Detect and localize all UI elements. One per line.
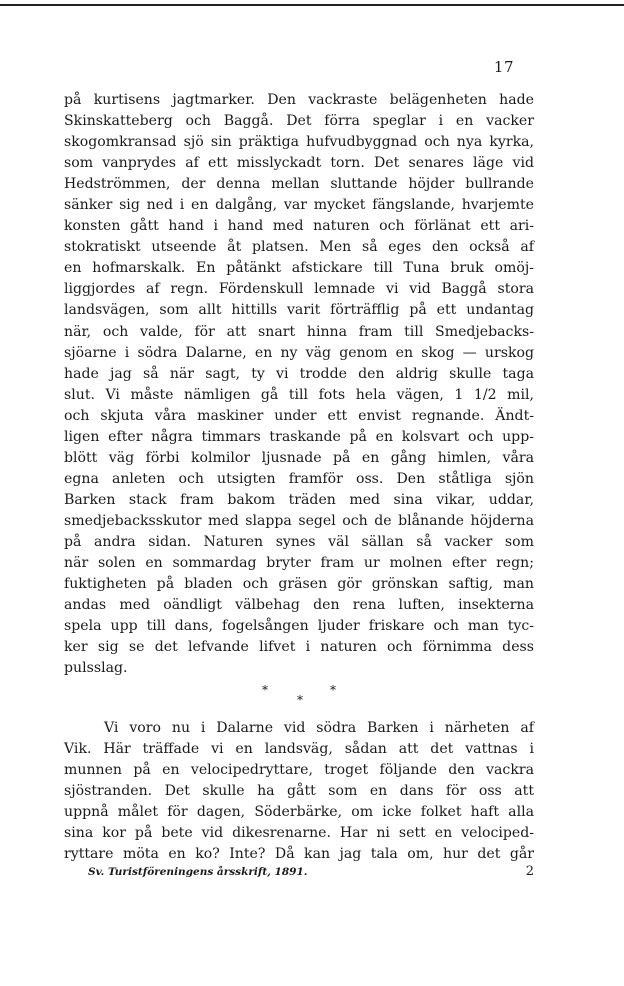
text-line: sänker sig ned i en dalgång, var mycket fängslande, hvarjemte <box>64 197 534 214</box>
paragraph-2 <box>64 718 534 865</box>
text-line: Skinskatteberg och Baggå. Det förra speglar i en vacker <box>64 113 534 130</box>
text-line: fuktigheten på bladen och gräsen gör grönskan saftig, man <box>64 576 534 593</box>
top-rule <box>0 4 624 6</box>
text-line: liggjordes af regn. Fördenskull lemnade vi vid Baggå stora <box>64 281 534 298</box>
text-line: på kurtisens jagtmarker. Den vackraste belägenheten hade <box>64 92 534 108</box>
asterisk: * <box>330 683 336 697</box>
text-line: ker sig se det lefvande lifvet i naturen och förnimma dess <box>64 639 534 656</box>
text-line: slut. Vi måste nämligen gå till fots hela vägen, 1 1/2 mil, <box>64 386 534 403</box>
text-line: pulsslag. <box>64 660 128 677</box>
text-line: och skjuta våra maskiner under ett envist regnande. Ändt- <box>64 407 534 424</box>
journal-citation: Sv. Turistföreningens årsskrift, 1891. <box>88 866 308 878</box>
text-line: blött väg förbi kolmilor ljusnade på en gång himlen, våra <box>64 449 534 466</box>
asterisk: * <box>262 683 268 697</box>
text-line: spela upp till dans, fogelsången ljuder friskare och man tyc- <box>64 618 534 635</box>
text-line: som vanprydes af ett misslyckadt torn. Det senares läge vid <box>64 155 534 172</box>
text-line: smedjebacksskutor med slappa segel och de blånande höjderna <box>64 512 534 529</box>
asterisk: * <box>297 693 303 707</box>
page-number: 17 <box>493 58 514 76</box>
text-line: på andra sidan. Naturen synes väl sällan så vacker som <box>64 533 534 550</box>
text-line: egna anleten och utsigten framför oss. Den ståtliga sjön <box>64 470 534 487</box>
text-line: sina kor på bete vid dikesrenarne. Har ni sett en velociped- <box>64 825 534 842</box>
text-line: konsten gått hand i hand med naturen och förlänat ett ari- <box>64 218 534 235</box>
text-line: Barken stack fram bakom träden med sina vikar, uddar, <box>64 491 534 508</box>
text-line: ligen efter några timmars traskande på en kolsvart och upp- <box>64 428 534 445</box>
page-footer <box>88 866 534 878</box>
text-line: hade jag så när sagt, ty vi trodde den aldrig skulle taga <box>64 365 534 382</box>
text-line: andas med oändligt välbehag den rena luften, insekterna <box>64 597 534 614</box>
text-line: landsvägen, som allt hittills varit förträfflig på ett undantag <box>64 302 534 319</box>
paragraph-1 <box>64 90 534 679</box>
text-line: när, och valde, för att snart hinna fram till Smedjebacks- <box>64 323 534 340</box>
text-line: ryttare möta en ko? Inte? Då kan jag tala om, hur det går <box>64 846 534 863</box>
text-line: en hofmarskalk. En påtänkt afstickare till Tuna bruk omöj- <box>64 260 534 277</box>
text-line: stokratiskt utseende åt platsen. Men så eges den också af <box>64 239 534 256</box>
text-line: sjöstranden. Det skulle ha gått som en dans för oss att <box>64 783 534 800</box>
text-line: när solen en sommardag bryter fram ur molnen efter regn; <box>64 555 534 572</box>
text-line: Hedströmmen, der denna mellan sluttande höjder bullrande <box>64 176 534 193</box>
text-line: sjöarne i södra Dalarne, en ny väg genom en skog — urskog <box>64 344 534 361</box>
text-line: munnen på en velocipedryttare, troget följande den vackra <box>64 762 534 779</box>
text-line: Vi voro nu i Dalarne vid södra Barken i närheten af <box>104 720 534 736</box>
signature-mark: 2 <box>525 864 534 879</box>
text-line: skogomkransad sjö sin präktiga hufvudbyggnad och nya kyrka, <box>64 134 534 151</box>
text-line: Vik. Här träffade vi en landsväg, sådan att det vattnas i <box>64 741 534 758</box>
text-line: uppnå målet för dagen, Söderbärke, om icke folket haft alla <box>64 804 534 821</box>
section-separator <box>0 678 624 708</box>
